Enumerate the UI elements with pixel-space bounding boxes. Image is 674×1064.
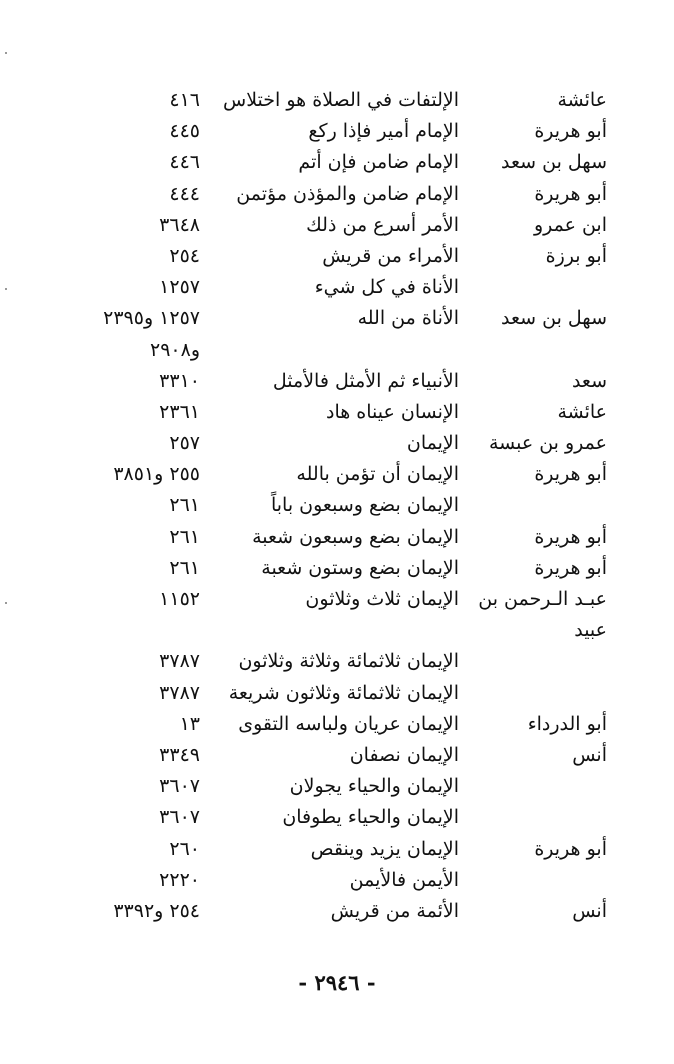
hadith-cell: الإيمان يزيد وينقص [310, 837, 459, 860]
index-row [0, 522, 674, 553]
index-row [0, 740, 674, 771]
reference-cell: ٤٤٥ [169, 120, 200, 143]
hadith-cell: الأناة من الله [357, 307, 459, 330]
index-row [0, 272, 674, 303]
narrator-cell: سهل بن سعد [501, 151, 607, 174]
hadith-cell: الإمام ضامن فإن أتم [298, 151, 459, 174]
hadith-cell: الأنبياء ثم الأمثل فالأمثل [272, 369, 459, 392]
narrator-cell: أنس [572, 899, 607, 922]
narrator-cell: عائشة [557, 400, 607, 423]
index-row [0, 116, 674, 147]
narrator-cell: عبيد [574, 619, 607, 642]
reference-cell: ٢٥٤ [169, 244, 200, 267]
index-row [0, 85, 674, 116]
index-row [0, 210, 674, 241]
hadith-cell: الإيمان والحياء يطوفان [282, 806, 459, 829]
index-row [0, 428, 674, 459]
reference-cell: ٣٧٨٧ [159, 650, 200, 673]
hadith-cell: الإمام ضامن والمؤذن مؤتمن [236, 182, 459, 205]
index-row [0, 335, 674, 366]
reference-cell: ١٢٥٧ [159, 276, 200, 299]
index-row [0, 646, 674, 677]
index-row [0, 241, 674, 272]
reference-cell: ١٣ [179, 712, 200, 735]
index-row [0, 397, 674, 428]
reference-cell: ٣٦٠٧ [159, 806, 200, 829]
index-row [0, 802, 674, 833]
narrator-cell: أبو هريرة [534, 837, 607, 860]
hadith-cell: الإيمان ثلاث وثلاثون [305, 588, 459, 610]
narrator-cell: عائشة [557, 89, 607, 111]
reference-cell: ٢٦١ [169, 494, 200, 517]
index-row [0, 678, 674, 709]
index-row [0, 459, 674, 490]
reference-cell: ١٢٥٧ و٢٣٩٥ [103, 307, 200, 330]
hadith-cell: الإيمان عريان ولباسه التقوى [238, 712, 459, 735]
narrator-cell: سهل بن سعد [501, 307, 607, 330]
hadith-cell: الإيمان ثلاثمائة وثلاثون شريعة [228, 681, 459, 704]
hadith-cell: الإمام أمير فإذا ركع [308, 120, 459, 143]
index-row [0, 366, 674, 397]
narrator-cell: عمرو بن عبسة [488, 432, 607, 455]
reference-cell: ٤١٦ [169, 89, 200, 111]
hadith-cell: الإنسان عيناه هاد [326, 400, 459, 423]
hadith-cell: الأمر أسرع من ذلك [306, 213, 459, 236]
index-row [0, 834, 674, 865]
reference-cell: ٢٥٥ و٣٨٥١ [113, 463, 200, 486]
hadith-cell: الإيمان بضع وسبعون شعبة [252, 525, 459, 548]
hadith-cell: الأئمة من قريش [330, 899, 459, 922]
index-row [0, 865, 674, 896]
reference-cell: ٢٦١ [169, 525, 200, 548]
reference-cell: ٣٣١٠ [159, 369, 200, 392]
narrator-cell: أبو الدرداء [527, 712, 607, 735]
reference-cell: ٤٤٦ [169, 151, 200, 174]
margin-mark [5, 52, 7, 54]
narrator-cell: أبو هريرة [534, 182, 607, 205]
hadith-cell: الإيمان بضع وستون شعبة [261, 556, 459, 579]
hadith-cell: الإيمان بضع وسبعون باباً [270, 494, 459, 517]
narrator-cell: عبـد الـرحمن بن [478, 588, 607, 610]
reference-cell: ٢٥٧ [169, 432, 200, 455]
reference-cell: ٢٦٠ [169, 837, 200, 860]
reference-cell: ٣٣٤٩ [159, 743, 200, 766]
reference-cell: ٢٣٦١ [159, 400, 200, 423]
hadith-cell: الإيمان نصفان [349, 743, 459, 766]
index-row [0, 490, 674, 521]
reference-cell: ٤٤٤ [169, 182, 200, 205]
reference-cell: ٢٢٢٠ [159, 868, 200, 891]
reference-cell: ٢٥٤ و٣٣٩٢ [113, 899, 200, 922]
index-row [0, 709, 674, 740]
narrator-cell: أبو هريرة [534, 120, 607, 143]
index-row [0, 896, 674, 927]
hadith-cell: الأيمن فالأيمن [349, 868, 459, 891]
reference-cell: ٢٦١ [169, 556, 200, 579]
reference-cell: ١١٥٢ [159, 588, 200, 610]
index-row [0, 553, 674, 584]
page-number: - ٢٩٤٦ - [298, 970, 376, 995]
index-row [0, 615, 674, 646]
reference-cell: ٣٦٤٨ [159, 213, 200, 236]
hadith-cell: الإيمان ثلاثمائة وثلاثة وثلاثون [238, 650, 459, 673]
reference-cell: و٢٩٠٨ [149, 338, 200, 361]
index-table [0, 85, 674, 927]
hadith-cell: الإيمان [406, 432, 459, 455]
reference-cell: ٣٧٨٧ [159, 681, 200, 704]
reference-cell: ٣٦٠٧ [159, 775, 200, 798]
index-row [0, 303, 674, 334]
index-row [0, 147, 674, 178]
hadith-cell: الأناة في كل شيء [314, 276, 459, 299]
hadith-cell: الإيمان والحياء يجولان [289, 775, 459, 798]
narrator-cell: سعد [571, 369, 607, 392]
narrator-cell: ابن عمرو [533, 213, 607, 236]
index-row [0, 771, 674, 802]
hadith-cell: الأمراء من قريش [322, 244, 459, 267]
index-row [0, 584, 674, 615]
narrator-cell: أبو هريرة [534, 556, 607, 579]
narrator-cell: أبو هريرة [534, 463, 607, 486]
narrator-cell: أنس [572, 743, 607, 766]
narrator-cell: أبو برزة [545, 244, 607, 267]
narrator-cell: أبو هريرة [534, 525, 607, 548]
index-row [0, 179, 674, 210]
hadith-cell: الإيمان أن تؤمن بالله [296, 463, 459, 486]
hadith-cell: الإلتفات في الصلاة هو اختلاس [223, 89, 459, 111]
